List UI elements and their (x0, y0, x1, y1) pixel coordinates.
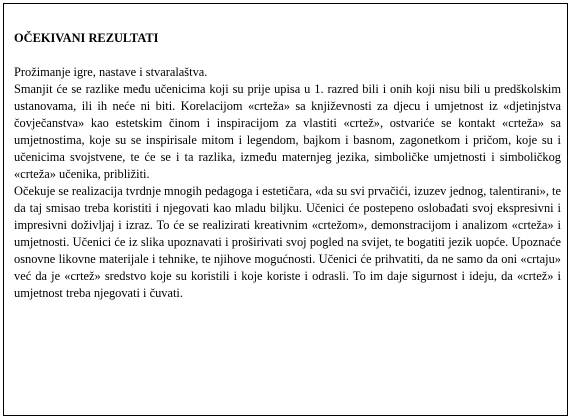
section-heading: OČEKIVANI REZULTATI (14, 31, 159, 45)
paragraph-expectations: Očekuje se realizacija tvrdnje mnogih pedagoga i estetičara, «da su svi prvačići, izuzev jednog, talentirani», te da taj smisao treba koristiti i njegovati kao mladu biljku. Učenici će postepeno oslobađati svoj ekspresivni i impresivni doživljaj i izraz. To će se realizirati kreativnim «crtežom», demonstracijom i analizom «crteža» i umjetnosti. Učenici će iz slika upoznavati i proširivati svoj pogled na svijet, te bogatiti jezik uopće. Upoznaće osnovne likovne materijale i tehnike, te njihove mogućnosti. Učenici će prihvatiti, da ne samo da oni «crtaju» već da je «crtež» sredstvo koje su koristili i koje koriste i odrasli. To im daje sigurnost i ideju, da «crtež» i umjetnost treba njegovati i čuvati. (14, 184, 561, 300)
paragraph-differences: Smanjit će se razlike među učenicima koji su prije upisa u 1. razred bili i onih koji nisu bili u predškolskim ustanovama, ili ih neće ni biti. Korelacijom «crteža» sa književnosti za djecu i umjetnost iz «djetinjstva čovječanstva» kao estetskim činom i inspiracijom za vlastiti «crtež», ostvariće se kontakt «crteža» sa umjetnostima, koje su se inspirisale mitom i legendom, bajkom i basnom, zagonetkom i pričom, koje su i učenicima svojstvene, te će se i ta razlika, između maternjeg jezika, simboličke umjetnosti i simboličkog «crteža» učenika, približiti. (14, 82, 561, 181)
document-body (14, 30, 561, 302)
document-frame (3, 3, 568, 416)
intro-line: Prožimanje igre, nastave i stvaralaštva. (14, 65, 208, 79)
